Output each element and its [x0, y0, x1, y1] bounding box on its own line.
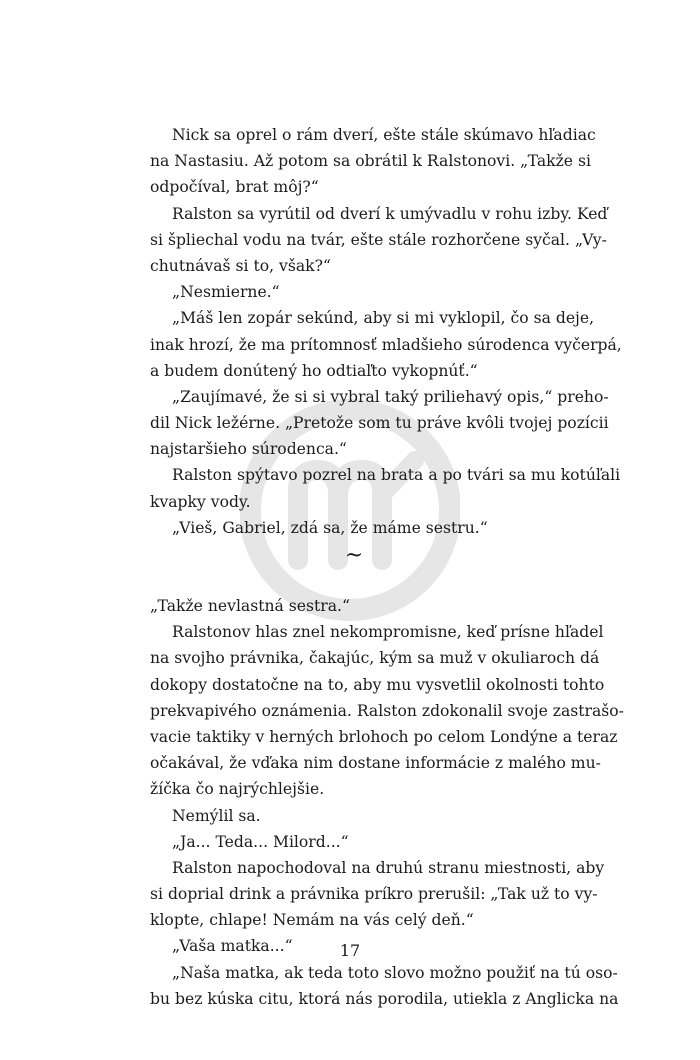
text-line: inak hrozí, že ma prítomnosť mladšieho súrodenca vyčerpá, [150, 335, 622, 354]
section-separator: ~ [344, 543, 364, 568]
text-line: „Zaujímavé, že si si vybral taký priliehavý opis,“ preho- [172, 387, 609, 406]
page-number: 17 [339, 941, 361, 960]
paragraph [150, 960, 619, 1012]
text-line: na Nastasiu. Až potom sa obrátil k Ralstonovi. „Takže si [150, 152, 591, 171]
text-line: a budem donútený ho odtiaľto vykopnúť.“ [150, 361, 478, 380]
text-line: si špliechal vodu na tvár, ešte stále rozhorčene syčal. „Vy- [150, 230, 607, 249]
paragraph [150, 593, 558, 619]
text-line: dokopy dostatočne na to, aby mu vysvetlil okolnosti tohto [150, 675, 605, 694]
text-line: chutnávaš si to, však?“ [150, 256, 331, 275]
text-line: najstaršieho súrodenca.“ [150, 440, 347, 459]
text-line: „Takže nevlastná sestra.“ [150, 597, 350, 615]
body-text [150, 122, 624, 1012]
text-line: dil Nick ležérne. „Pretože som tu práve kvôli tvojej pozícii [150, 414, 609, 433]
text-line: Ralston napochodoval na druhú stranu miestnosti, aby [172, 858, 605, 877]
text-line: Nick sa oprel o rám dverí, ešte stále skúmavo hľadiac [172, 126, 596, 144]
text-line: „Vieš, Gabriel, zdá sa, že máme sestru.“ [172, 518, 488, 537]
paragraph [150, 829, 558, 855]
text-line: žíčka čo najrýchlejšie. [150, 780, 325, 799]
paragraph [150, 201, 608, 280]
text-line: očakával, že vďaka nim dostane informácie z malého mu- [150, 754, 601, 773]
text-line: „Vaša matka...“ [172, 937, 293, 956]
text-line: klopte, chlape! Nemám na vás celý deň.“ [150, 911, 474, 930]
text-line: „Máš len zopár sekúnd, aby si mi vyklopil, čo sa deje, [172, 309, 595, 328]
paragraph [150, 515, 558, 541]
text-line: vacie taktiky v herných brlohoch po celom Londýne a teraz [150, 727, 618, 746]
text-line: „Nesmierne.“ [172, 283, 280, 302]
text-line: Ralston sa vyrútil od dverí k umývadlu v rohu izby. Keď [172, 204, 608, 223]
paragraph [150, 855, 605, 934]
text-line: „Ja... Teda... Milord...“ [172, 832, 349, 851]
paragraph [150, 279, 558, 305]
text-line: „Naša matka, ak teda toto slovo možno použiť na tú oso- [172, 963, 618, 982]
text-line: bu bez kúska citu, ktorá nás porodila, utiekla z Anglicka na [150, 989, 619, 1008]
text-line: prekvapivého oznámenia. Ralston zdokonalil svoje zastrašo- [150, 701, 624, 720]
text-line: odpočíval, brat môj?“ [150, 178, 319, 197]
paragraph [150, 384, 609, 463]
text-line: Ralstonov hlas znel nekompromisne, keď prísne hľadel [172, 623, 604, 642]
text-line: na svojho právnika, čakajúc, kým sa muž v okuliaroch dá [150, 649, 600, 668]
paragraph [150, 122, 596, 201]
paragraph [150, 619, 624, 802]
paragraph [150, 462, 621, 514]
text-line: Nemýlil sa. [172, 806, 261, 825]
text-line: Ralston spýtavo pozrel na brata a po tvári sa mu kotúľali [172, 466, 621, 485]
text-line: kvapky vody. [150, 492, 251, 511]
text-line: si doprial drink a právnika príkro prerušil: „Tak už to vy- [150, 885, 598, 904]
paragraph [150, 803, 558, 829]
top-section [150, 122, 622, 541]
paragraph [150, 305, 622, 384]
